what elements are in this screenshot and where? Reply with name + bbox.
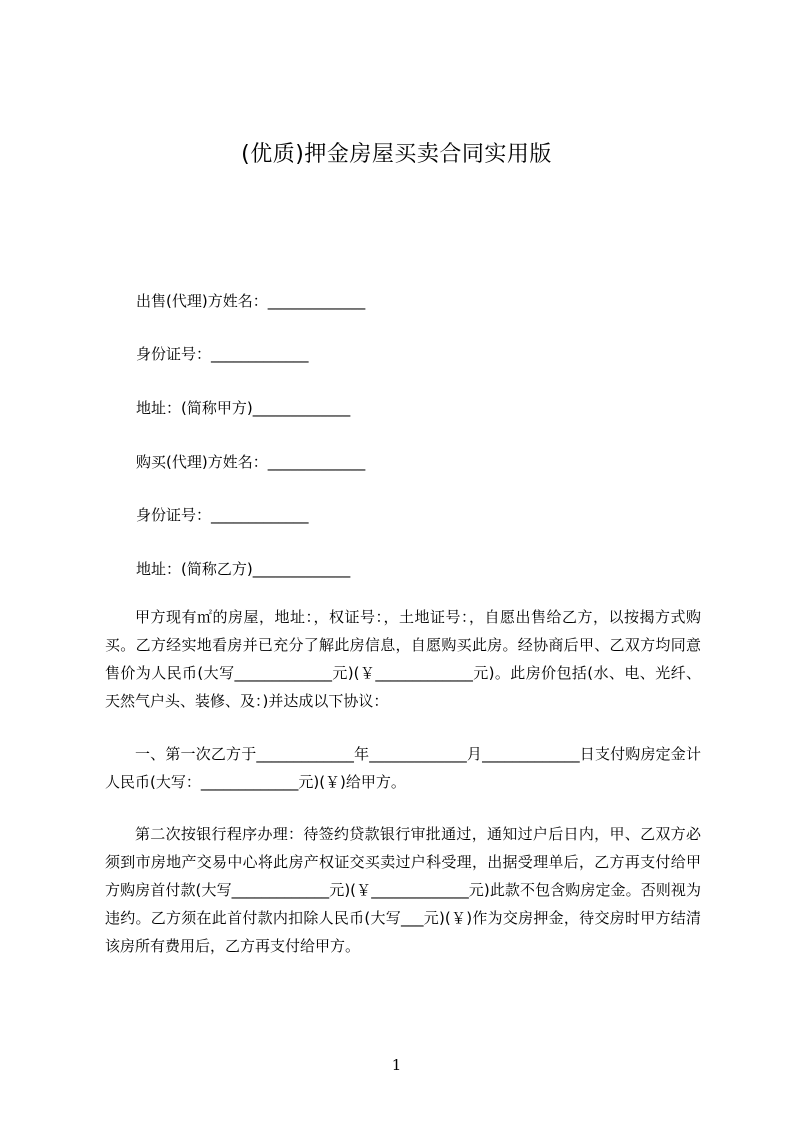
seller-id-field: 身份证号：_____________: [136, 345, 309, 363]
seller-address-field: 地址：(简称甲方)_____________: [136, 399, 351, 417]
buyer-name-field: 购买(代理)方姓名：_____________: [136, 453, 366, 471]
page-number: 1: [391, 1056, 402, 1074]
intro-paragraph: 甲方现有㎡的房屋，地址：，权证号：，土地证号：，自愿出售给乙方，以按揭方式购买。乙方经实地看房并已充分了解此房信息，自愿购买此房。经协商后甲、乙双方均同意售价为人民币(大写_____________元)(￥_____________元)。此房价包括(水、电、光纤、天然气户头、装修、及：)并达成以下协议：: [105, 608, 701, 710]
clause-one-paragraph: 一、第一次乙方于_____________年_____________月_____________日支付购房定金计人民币(大写：_____________元)(￥)给甲方。: [105, 745, 701, 791]
buyer-id-field: 身份证号：_____________: [136, 506, 309, 524]
seller-name-field: 出售(代理)方姓名：_____________: [136, 292, 366, 310]
clause-two-paragraph: 第二次按银行程序办理：待签约贷款银行审批通过，通知过户后日内，甲、乙双方必须到市房地产交易中心将此房产权证交买卖过户科受理，出据受理单后，乙方再支付给甲方购房首付款(大写_____________元)(￥_____________元)此款不包含购房定金。否则视为违约。乙方须在此首付款内扣除人民币(大写___元)(￥)作为交房押金，待交房时甲方结清该房所有费用后，乙方再支付给甲方。: [105, 825, 701, 955]
document-title: (优质)押金房屋买卖合同实用版: [241, 142, 552, 167]
buyer-address-field: 地址：(简称乙方)_____________: [136, 560, 351, 578]
